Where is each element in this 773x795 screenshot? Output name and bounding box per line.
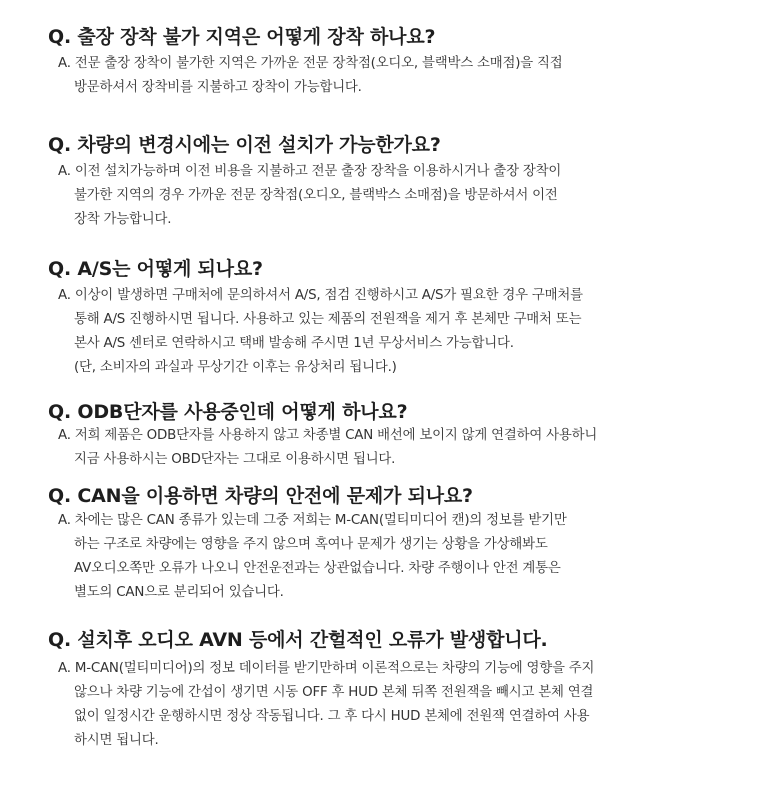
faq-question: Q. A/S는 어떻게 되나요? xyxy=(48,258,263,280)
faq-question: Q. 출장 장착 불가 지역은 어떻게 장착 하나요? xyxy=(48,26,436,48)
faq-question: Q. 차량의 변경시에는 이전 설치가 가능한가요? xyxy=(48,134,441,156)
faq-answer xyxy=(58,509,748,605)
faq-answer xyxy=(58,424,748,472)
faq-answer xyxy=(58,160,748,232)
faq-answer-line: 하는 구조로 차량에는 영향을 주지 않으며 혹여나 문제가 생기는 상황을 가상해봐도 xyxy=(74,537,548,552)
faq-answer xyxy=(58,52,748,100)
faq-answer xyxy=(58,284,748,380)
faq-answer-line: 않으나 차량 기능에 간섭이 생기면 시동 OFF 후 HUD 본체 뒤쪽 전원잭을 빼시고 본체 연결 xyxy=(74,685,594,700)
faq-answer-line: A. 차에는 많은 CAN 종류가 있는데 그중 저희는 M-CAN(멀티미디어 캔)의 정보를 받기만 xyxy=(58,513,567,528)
faq-answer-line: A. 이상이 발생하면 구매처에 문의하셔서 A/S, 점검 진행하시고 A/S가 필요한 경우 구매처를 xyxy=(58,288,583,303)
faq-answer-line: 지금 사용하시는 OBD단자는 그대로 이용하시면 됩니다. xyxy=(74,452,396,467)
faq-answer-line: 본사 A/S 센터로 연락하시고 택배 발송해 주시면 1년 무상서비스 가능합니다. xyxy=(74,336,514,351)
faq-answer-line: A. M-CAN(멀티미디어)의 정보 데이터를 받기만하며 이론적으로는 차량의 기능에 영향을 주지 xyxy=(58,661,595,676)
faq-answer-line: (단, 소비자의 과실과 무상기간 이후는 유상처리 됩니다.) xyxy=(74,360,397,375)
faq-answer-line: AV오디오쪽만 오류가 나오니 안전운전과는 상관없습니다. 차량 주행이나 안전 계통은 xyxy=(74,561,561,576)
faq-answer-line: 방문하셔서 장착비를 지불하고 장착이 가능합니다. xyxy=(74,80,362,95)
faq-question: Q. 설치후 오디오 AVN 등에서 간헐적인 오류가 발생합니다. xyxy=(48,629,548,651)
faq-answer-line: A. 저희 제품은 ODB단자를 사용하지 않고 차종별 CAN 배선에 보이지 않게 연결하여 사용하니 xyxy=(58,428,598,443)
faq-answer-line: 별도의 CAN으로 분리되어 있습니다. xyxy=(74,585,284,600)
faq-answer-line: 하시면 됩니다. xyxy=(74,733,159,748)
faq-answer-line: A. 전문 출장 장착이 불가한 지역은 가까운 전문 장착점(오디오, 블랙박스 소매점)을 직접 xyxy=(58,56,563,71)
faq-answer-line: 없이 일정시간 운행하시면 정상 작동됩니다. 그 후 다시 HUD 본체에 전원잭 연결하여 사용 xyxy=(74,709,590,724)
faq-answer-line: 장착 가능합니다. xyxy=(74,212,172,227)
faq-answer-line: 통해 A/S 진행하시면 됩니다. 사용하고 있는 제품의 전원잭을 제거 후 본체만 구매처 또는 xyxy=(74,312,582,327)
faq-answer xyxy=(58,657,748,753)
faq-answer-line: 불가한 지역의 경우 가까운 전문 장착점(오디오, 블랙박스 소매점)을 방문하셔서 이전 xyxy=(74,188,558,203)
faq-question: Q. ODB단자를 사용중인데 어떻게 하나요? xyxy=(48,401,408,423)
faq-answer-line: A. 이전 설치가능하며 이전 비용을 지불하고 전문 출장 장착을 이용하시거나 출장 장착이 xyxy=(58,164,562,179)
faq-question: Q. CAN을 이용하면 차량의 안전에 문제가 되나요? xyxy=(48,485,473,507)
